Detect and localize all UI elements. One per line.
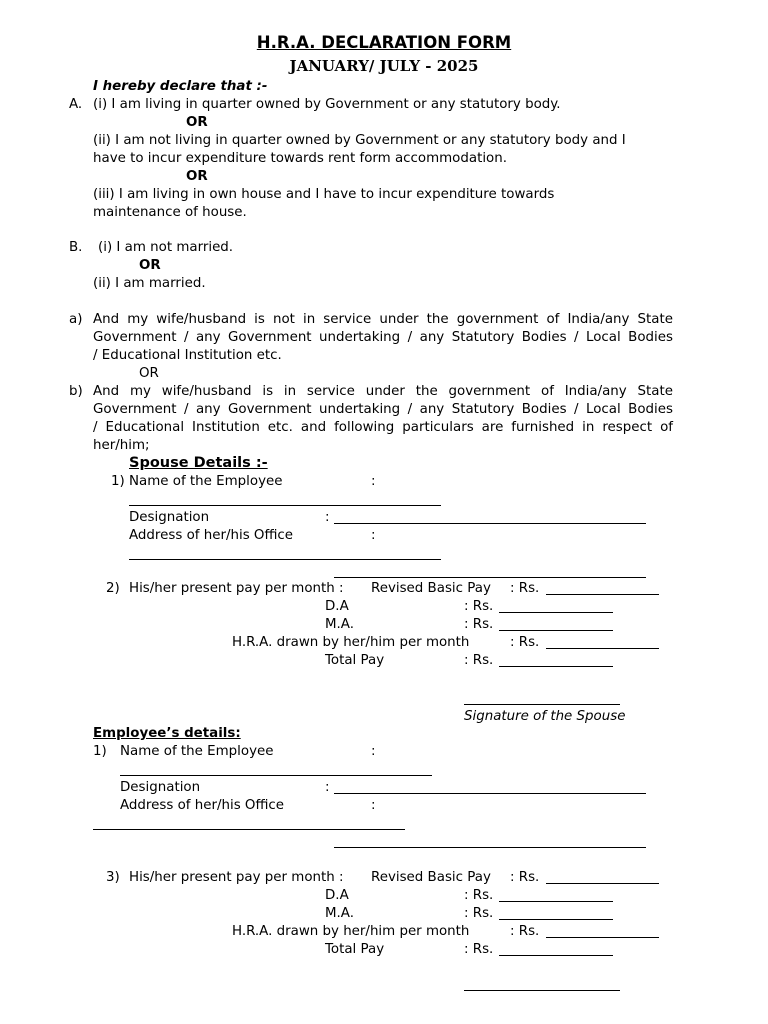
spouse-basic-pay-field[interactable]	[546, 594, 659, 595]
employee-da-label: D.A	[325, 888, 349, 903]
employee-address-field-line-1[interactable]	[93, 829, 405, 830]
or-separator: OR	[139, 258, 161, 273]
rs-prefix: : Rs.	[464, 888, 494, 903]
spouse-total-pay-label: Total Pay	[325, 653, 385, 668]
section-a-marker: A.	[69, 97, 83, 112]
spouse-da-label: D.A	[325, 599, 349, 614]
employee-address-field-line-2[interactable]	[334, 847, 646, 848]
section-a-option-3-line-1: (iii) I am living in own house and I have to incur expenditure towards	[93, 187, 555, 202]
colon: :	[371, 744, 376, 759]
spouse-hra-field[interactable]	[546, 648, 659, 649]
spouse-basic-pay-label: Revised Basic Pay	[371, 581, 491, 596]
spouse-address-label: Address of her/his Office	[129, 528, 294, 543]
employee-basic-pay-field[interactable]	[546, 883, 659, 884]
rs-prefix: : Rs.	[510, 581, 540, 596]
employee-item-3-number: 3)	[106, 870, 120, 885]
colon: :	[325, 510, 330, 525]
spouse-address-field-line-2[interactable]	[334, 577, 646, 578]
spouse-address-field-line-1[interactable]	[129, 559, 441, 560]
rs-prefix: : Rs.	[464, 942, 494, 957]
section-a-option-3-line-2: maintenance of house.	[93, 205, 247, 220]
employee-details-heading: Employee’s details:	[93, 726, 241, 741]
clause-b-marker: b)	[69, 384, 83, 399]
or-separator: OR	[186, 169, 208, 184]
employee-ma-label: M.A.	[325, 906, 354, 921]
or-separator: OR	[139, 366, 159, 381]
clause-a-marker: a)	[69, 312, 83, 327]
employee-address-label: Address of her/his Office	[120, 798, 285, 813]
section-b-option-1: (i) I am not married.	[98, 240, 234, 255]
rs-prefix: : Rs.	[464, 653, 494, 668]
section-b-marker: B.	[69, 240, 83, 255]
spouse-da-field[interactable]	[499, 612, 613, 613]
clause-a-line-3: / Educational Institution etc.	[93, 348, 282, 363]
spouse-designation-label: Designation	[129, 510, 210, 525]
employee-name-label: Name of the Employee	[120, 744, 274, 759]
employee-basic-pay-label: Revised Basic Pay	[371, 870, 491, 885]
form-period: JANUARY/ JULY - 2025	[289, 57, 479, 75]
rs-prefix: : Rs.	[510, 870, 540, 885]
colon: :	[325, 780, 330, 795]
rs-prefix: : Rs.	[464, 599, 494, 614]
form-title: H.R.A. DECLARATION FORM	[256, 33, 512, 52]
or-separator: OR	[186, 115, 208, 130]
section-b-option-2: (ii) I am married.	[93, 276, 206, 291]
rs-prefix: : Rs.	[510, 635, 540, 650]
rs-prefix: : Rs.	[464, 906, 494, 921]
employee-item-1-number: 1)	[93, 744, 107, 759]
declaration-intro: I hereby declare that :-	[93, 79, 268, 94]
section-a-option-2-line-2: have to incur expenditure towards rent form accommodation.	[93, 151, 507, 166]
employee-designation-label: Designation	[120, 780, 201, 795]
clause-b-line-2: Government / any Government undertaking / any Statutory Bodies / Local Bodies	[93, 402, 673, 417]
spouse-designation-field[interactable]	[334, 523, 646, 524]
clause-b-line-3: / Educational Institution etc. and following particulars are furnished in respect of	[93, 420, 673, 435]
spouse-signature-field[interactable]	[464, 704, 620, 705]
section-a-option-2-line-1: (ii) I am not living in quarter owned by Government or any statutory body and I	[93, 133, 626, 148]
colon: :	[371, 474, 376, 489]
colon: :	[371, 798, 376, 813]
employee-hra-label: H.R.A. drawn by her/him per month	[232, 924, 470, 939]
employee-signature-field[interactable]	[464, 990, 620, 991]
clause-b-line-4: her/him;	[93, 438, 150, 453]
spouse-item-2-number: 2)	[106, 581, 120, 596]
clause-a-line-2: Government / any Government undertaking / any Statutory Bodies / Local Bodies	[93, 330, 673, 345]
rs-prefix: : Rs.	[510, 924, 540, 939]
spouse-hra-label: H.R.A. drawn by her/him per month	[232, 635, 470, 650]
employee-total-pay-field[interactable]	[499, 955, 613, 956]
employee-name-field[interactable]	[120, 775, 432, 776]
spouse-details-heading: Spouse Details :-	[129, 455, 268, 471]
rs-prefix: : Rs.	[464, 617, 494, 632]
employee-total-pay-label: Total Pay	[325, 942, 385, 957]
spouse-ma-field[interactable]	[499, 630, 613, 631]
employee-hra-field[interactable]	[546, 937, 659, 938]
employee-designation-field[interactable]	[334, 793, 646, 794]
spouse-name-field[interactable]	[129, 505, 441, 506]
employee-pay-label: His/her present pay per month :	[129, 870, 344, 885]
section-a-option-1: (i) I am living in quarter owned by Government or any statutory body.	[93, 97, 561, 112]
spouse-ma-label: M.A.	[325, 617, 354, 632]
clause-b-line-1: And my wife/husband is in service under the government of India/any State	[93, 384, 673, 399]
spouse-item-1-number: 1)	[111, 474, 125, 489]
spouse-total-pay-field[interactable]	[499, 666, 613, 667]
clause-a-line-1: And my wife/husband is not in service under the government of India/any State	[93, 312, 673, 327]
spouse-pay-label: His/her present pay per month :	[129, 581, 344, 596]
spouse-signature-label: Signature of the Spouse	[464, 709, 626, 724]
colon: :	[371, 528, 376, 543]
employee-da-field[interactable]	[499, 901, 613, 902]
employee-ma-field[interactable]	[499, 919, 613, 920]
spouse-name-label: Name of the Employee	[129, 474, 283, 489]
